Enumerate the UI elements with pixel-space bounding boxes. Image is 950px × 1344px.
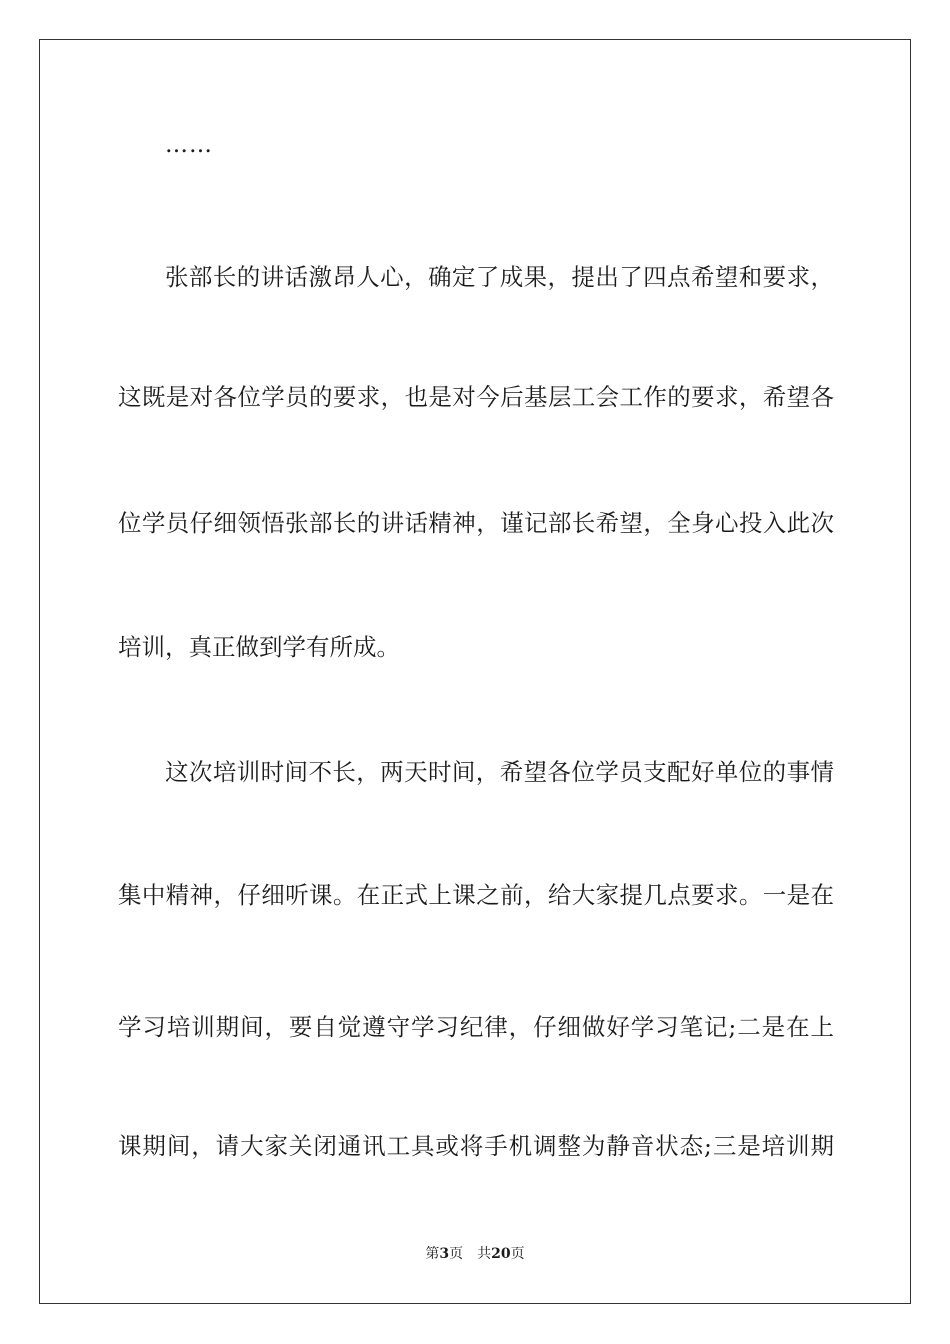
paragraph-1-line-2: 这既是对各位学员的要求，也是对今后基层工会工作的要求，希望各 — [118, 383, 834, 411]
paragraph-2-line-4: 课期间，请大家关闭通讯工具或将手机调整为静音状态;三是培训期 — [118, 1132, 834, 1160]
ellipsis-text: …… — [165, 132, 213, 158]
paragraph-1-line-3: 位学员仔细领悟张部长的讲话精神，谨记部长希望，全身心投入此次 — [118, 509, 834, 537]
paragraph-2-line-1: 这次培训时间不长，两天时间，希望各位学员支配好单位的事情 — [165, 758, 834, 786]
paragraph-1-line-4: 培训，真正做到学有所成。 — [118, 633, 400, 661]
total-suffix: 页 — [510, 1246, 525, 1262]
page-prefix: 第 — [425, 1246, 440, 1262]
total-pages: 20 — [491, 1246, 511, 1262]
paragraph-2-line-2: 集中精神，仔细听课。在正式上课之前，给大家提几点要求。一是在 — [118, 881, 834, 909]
page-border — [39, 39, 911, 1304]
page-footer — [0, 1244, 950, 1264]
page-number: 3 — [439, 1246, 450, 1262]
paragraph-2-line-3: 学习培训期间，要自觉遵守学习纪律，仔细做好学习笔记;二是在上 — [118, 1013, 834, 1041]
total-prefix: 共 — [477, 1246, 492, 1262]
paragraph-1-line-1: 张部长的讲话激昂人心，确定了成果，提出了四点希望和要求， — [165, 263, 834, 291]
page-suffix: 页 — [449, 1246, 464, 1262]
